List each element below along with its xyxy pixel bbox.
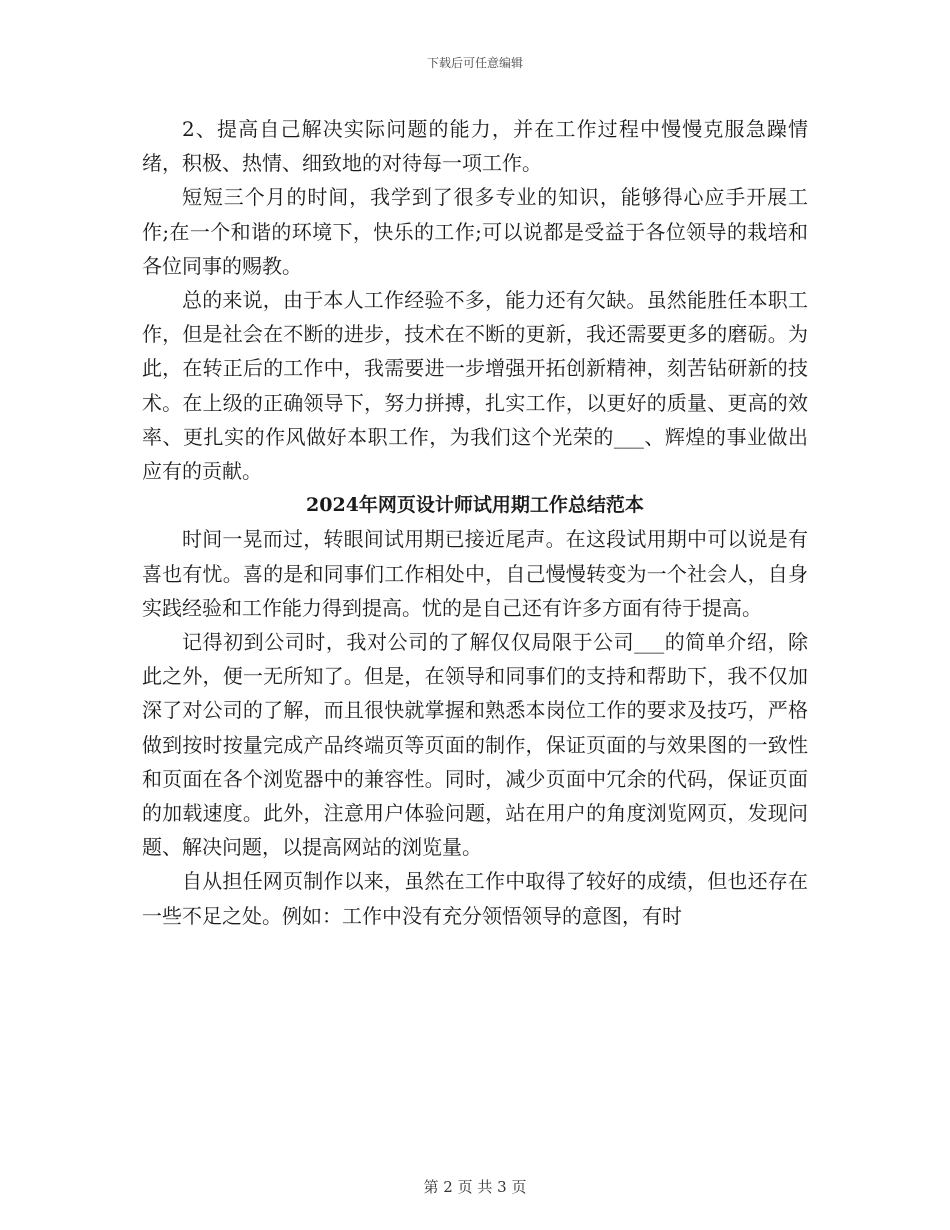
paragraph-summary: 总的来说，由于本人工作经验不多，能力还有欠缺。虽然能胜任本职工作，但是社会在不断的进步，技术在不断的更新，我还需要更多的磨砺。为此，在转正后的工作中，我需要进一步增强开拓创新精神，刻苦钻研新的技术。在上级的正确领导下，努力拼搏，扎实工作，以更好的质量、更高的效率、更扎实的作风做好本职工作，为我们这个光荣的___、辉煌的事业做出应有的贡献。 [142,288,808,484]
page-number-footer: 第 2 页 共 3 页 [423,1178,527,1196]
paragraph-improve-skills: 2、提高自己解决实际问题的能力，并在工作过程中慢慢克服急躁情绪，积极、热情、细致地的对待每一项工作。 [142,117,808,176]
document-title: 2024年网页设计师试用期工作总结范本 [306,494,644,517]
page-header-note: 下载后可任意编辑 [426,56,523,70]
paragraph-first-arrival: 记得初到公司时，我对公司的了解仅仅局限于公司___的简单介绍，除此之外，便一无所知了。但是，在领导和同事们的支持和帮助下，我不仅加深了对公司的了解，而且很快就掌握和熟悉本岗位工作的要求及技巧，严格做到按时按量完成产品终端页等页面的制作，保证页面的与效果图的一致性和页面在各个浏览器中的兼容性。同时，减少页面中冗余的代码，保证页面的加载速度。此外，注意用户体验问题，站在用户的角度浏览网页，发现问题、解决问题，以提高网站的浏览量。 [142,630,808,860]
paragraph-three-months: 短短三个月的时间，我学到了很多专业的知识，能够得心应手开展工作;在一个和谐的环境下，快乐的工作;可以说都是受益于各位领导的栽培和各位同事的赐教。 [142,185,808,278]
document-body [142,112,808,933]
paragraph-shortcomings: 自从担任网页制作以来，虽然在工作中取得了较好的成绩，但也还存在一些不足之处。例如：工作中没有充分领悟领导的意图，有时 [142,869,808,928]
paragraph-time-flies: 时间一晃而过，转眼间试用期已接近尾声。在这段试用期中可以说是有喜也有忧。喜的是和同事们工作相处中，自己慢慢转变为一个社会人，自身实践经验和工作能力得到提高。忧的是自己还有许多方面有待于提高。 [142,527,808,620]
